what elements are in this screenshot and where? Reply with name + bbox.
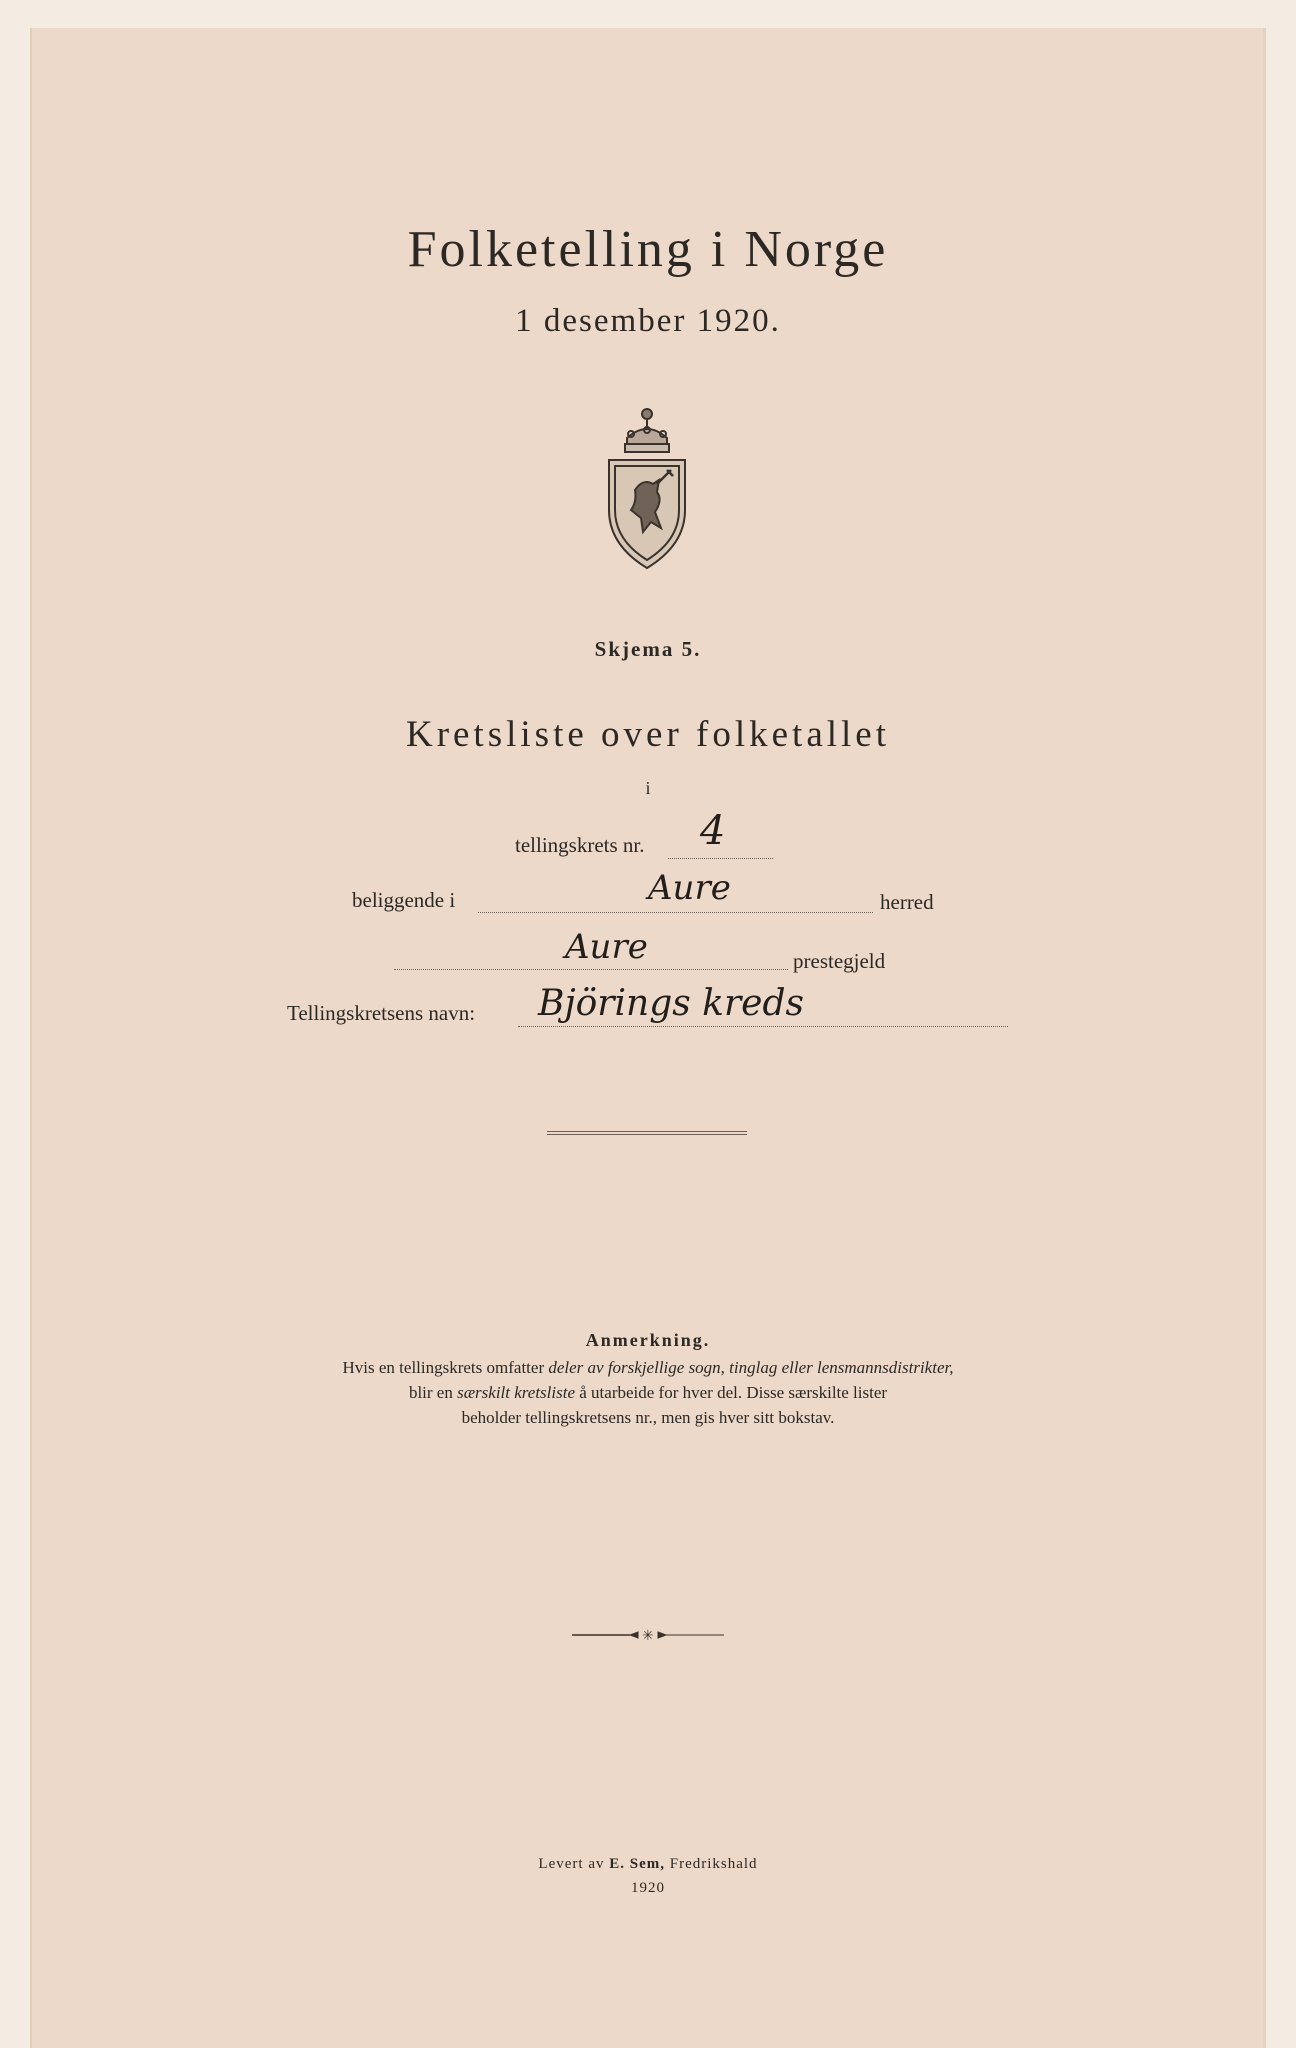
note-heading: Anmerkning.	[585, 1330, 711, 1350]
schema-number: Skjema 5.	[594, 637, 702, 661]
printer-name: E. Sem,	[609, 1856, 665, 1872]
note-line-1-italic: deler av forskjellige sogn, tinglag eller lensmannsdistrikter,	[548, 1358, 954, 1377]
note-line-3: beholder tellingskretsens nr., men gis hver sitt bokstav.	[461, 1408, 835, 1427]
census-date: 1 desember 1920.	[515, 303, 781, 339]
krets-number-label: tellingskrets nr.	[515, 833, 645, 857]
prestegjeld-line	[394, 969, 788, 970]
herred-line	[478, 912, 873, 913]
note-line-2-text-b: å utarbeide for hver del. Disse særskilte lister	[575, 1383, 888, 1402]
preposition-label: i	[645, 778, 651, 798]
page-title: Folketelling i Norge	[407, 221, 889, 278]
prestegjeld-label: prestegjeld	[793, 949, 886, 973]
herred-label: herred	[880, 890, 934, 914]
note-line-2-italic: særskilt kretsliste	[457, 1383, 575, 1402]
note-line-2	[0, 1383, 1296, 1403]
district-name-label: Tellingskretsens navn:	[287, 1001, 476, 1025]
printer-prefix: Levert av	[538, 1856, 610, 1872]
krets-number-value: 4	[700, 808, 726, 854]
printer-year: 1920	[631, 1880, 665, 1896]
form-subtitle: Kretsliste over folketallet	[405, 714, 891, 755]
herred-value: Aure	[648, 868, 731, 908]
note-line-1-text: Hvis en tellingskrets omfatter	[342, 1358, 549, 1377]
located-in-label: beliggende i	[352, 888, 456, 912]
note-line-2-text-a: blir en	[408, 1383, 458, 1402]
section-divider	[547, 1131, 747, 1135]
ornament-divider-icon	[570, 1627, 726, 1643]
note-line-1	[0, 1358, 1296, 1378]
district-name-value: Björings kreds	[538, 983, 805, 1024]
printer-place: Fredrikshald	[664, 1856, 758, 1872]
district-name-line	[518, 1026, 1008, 1027]
svg-text:✳: ✳	[642, 1628, 654, 1643]
krets-number-line	[668, 858, 773, 859]
prestegjeld-value: Aure	[565, 927, 648, 967]
norwegian-coat-of-arms-icon	[597, 400, 697, 570]
printer-credit	[0, 1856, 1296, 1873]
